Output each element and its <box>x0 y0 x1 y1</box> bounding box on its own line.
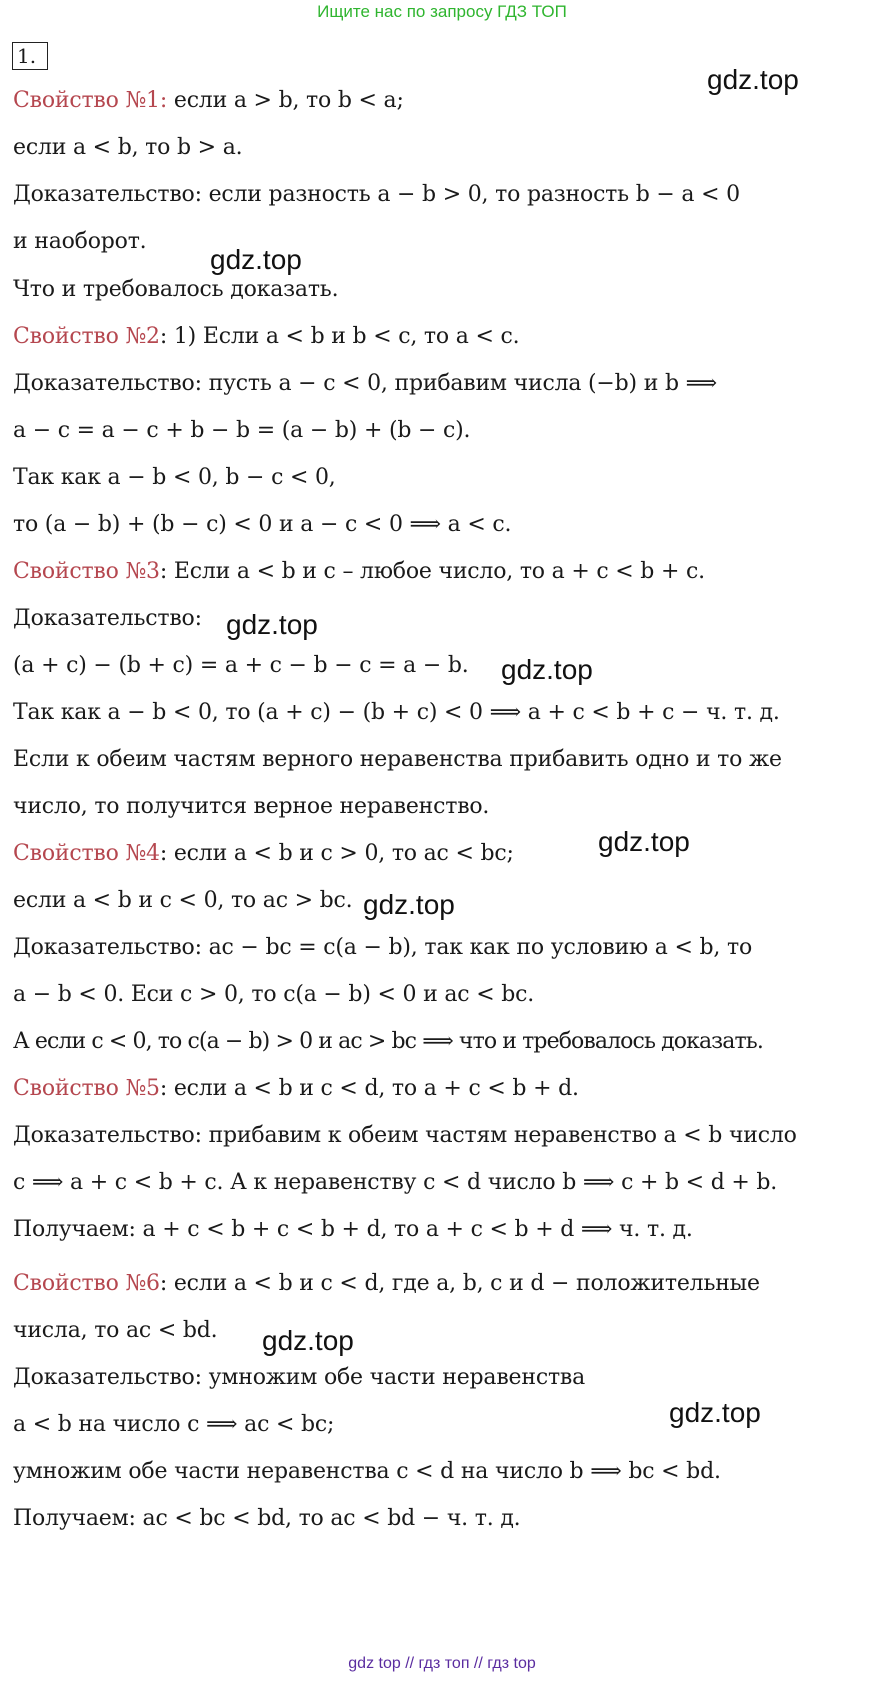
text-line <box>13 180 740 210</box>
text-line <box>13 745 782 775</box>
line-text: Доказательство: ac − bc = c(a − b), так как по условию a < b, то <box>13 935 753 960</box>
line-text: Доказательство: прибавим к обеим частям неравенство a < b число <box>13 1123 797 1148</box>
line-text: : если a < b и c < d, то a + c < b + d. <box>159 1076 579 1101</box>
line-text: Доказательство: если разность a − b > 0, то разность b − a < 0 <box>13 182 740 207</box>
text-line <box>13 839 514 869</box>
line-text: : 1) Если a < b и b < c, то a < c. <box>159 324 520 349</box>
line-text: если a < b, то b > a. <box>13 135 243 160</box>
text-line <box>13 463 336 493</box>
line-text: и наоборот. <box>13 229 147 254</box>
line-text: умножим обе части неравенства c < d на число b ⟹ bc < bd. <box>13 1459 721 1484</box>
line-text: a − c = a − c + b − b = (a − b) + (b − c). <box>13 418 471 443</box>
text-line <box>13 980 534 1010</box>
line-text: то (a − b) + (b − c) < 0 и a − c < 0 ⟹ a < c. <box>13 512 512 537</box>
line-text: a < b на число c ⟹ ac < bc; <box>13 1412 335 1437</box>
text-line <box>13 698 780 728</box>
property-label: Свойство №1: <box>13 88 168 113</box>
watermark: gdz.top <box>707 64 799 95</box>
text-line <box>13 1316 217 1346</box>
text-line <box>13 1168 777 1198</box>
text-line <box>13 557 705 587</box>
text-line <box>13 1269 760 1299</box>
text-line <box>13 792 489 822</box>
watermark: gdz.top <box>598 826 690 857</box>
watermark: gdz.top <box>363 889 455 920</box>
text-line <box>13 133 242 163</box>
line-text: : Если a < b и c – любое число, то a + c < b + c. <box>159 559 705 584</box>
text-line <box>13 1410 334 1440</box>
line-text: если a > b, то b < a; <box>167 88 404 113</box>
text-line <box>13 275 338 305</box>
text-line <box>13 227 146 257</box>
line-text: (a + c) − (b + c) = a + c − b − c = a − b. <box>13 653 469 678</box>
watermark: gdz.top <box>669 1397 761 1428</box>
property-label: Свойство №2 <box>13 324 160 349</box>
text-line <box>13 322 519 352</box>
line-text: числа, то ac < bd. <box>13 1318 218 1343</box>
watermark: gdz.top <box>501 654 593 685</box>
line-text: Что и требовалось доказать. <box>13 277 339 302</box>
text-line <box>13 1457 721 1487</box>
line-text: Так как a − b < 0, b − c < 0, <box>13 465 336 490</box>
line-text: если a < b и c < 0, то ac > bc. <box>13 888 353 913</box>
line-text: А если c < 0, то c(a − b) > 0 и ac > bc ⟹ что и требовалось доказать. <box>13 1029 763 1054</box>
text-line <box>13 369 717 399</box>
top-note: Ищите нас по запросу ГДЗ ТОП <box>317 2 567 21</box>
text-line <box>13 933 752 963</box>
line-text: Получаем: a + c < b + c < b + d, то a + c < b + d ⟹ ч. т. д. <box>13 1217 693 1242</box>
watermark: gdz.top <box>226 609 318 640</box>
line-text: : если a < b и c > 0, то ac < bc; <box>159 841 514 866</box>
text-line <box>13 1074 579 1104</box>
task-number-box: 1. <box>12 42 48 70</box>
property-label: Свойство №5 <box>13 1076 160 1101</box>
line-text: число, то получится верное неравенство. <box>13 794 490 819</box>
watermark: gdz.top <box>262 1325 354 1356</box>
line-text: : если a < b и c < d, где a, b, c и d − положительные <box>159 1271 760 1296</box>
text-line <box>13 651 469 681</box>
property-label: Свойство №6 <box>13 1271 160 1296</box>
property-label: Свойство №3 <box>13 559 160 584</box>
text-line <box>13 416 470 446</box>
text-line <box>13 886 352 916</box>
text-line <box>13 1121 797 1151</box>
watermark: gdz.top <box>210 244 302 275</box>
line-text: Получаем: ac < bc < bd, то ac < bd − ч. т. д. <box>13 1506 521 1531</box>
line-text: c ⟹ a + c < b + c. А к неравенству c < d число b ⟹ c + b < d + b. <box>13 1170 778 1195</box>
text-line <box>13 510 511 540</box>
text-line <box>13 86 404 116</box>
line-text: a − b < 0. Еси c > 0, то c(a − b) < 0 и ac < bc. <box>13 982 535 1007</box>
text-line <box>13 1504 520 1534</box>
line-text: Так как a − b < 0, то (a + c) − (b + c) < 0 ⟹ a + c < b + c − ч. т. д. <box>13 700 780 725</box>
line-text: Доказательство: пусть a − c < 0, прибавим числа (−b) и b ⟹ <box>13 371 718 396</box>
line-text: Доказательство: <box>13 606 202 631</box>
text-line <box>13 604 202 634</box>
text-line <box>13 1215 693 1245</box>
property-label: Свойство №4 <box>13 841 160 866</box>
text-line <box>13 1363 585 1393</box>
footer-links: gdz top // гдз топ // гдз top <box>348 1655 536 1672</box>
text-line <box>13 1027 763 1057</box>
line-text: Если к обеим частям верного неравенства прибавить одно и то же <box>13 747 782 772</box>
line-text: Доказательство: умножим обе части неравенства <box>13 1365 586 1390</box>
